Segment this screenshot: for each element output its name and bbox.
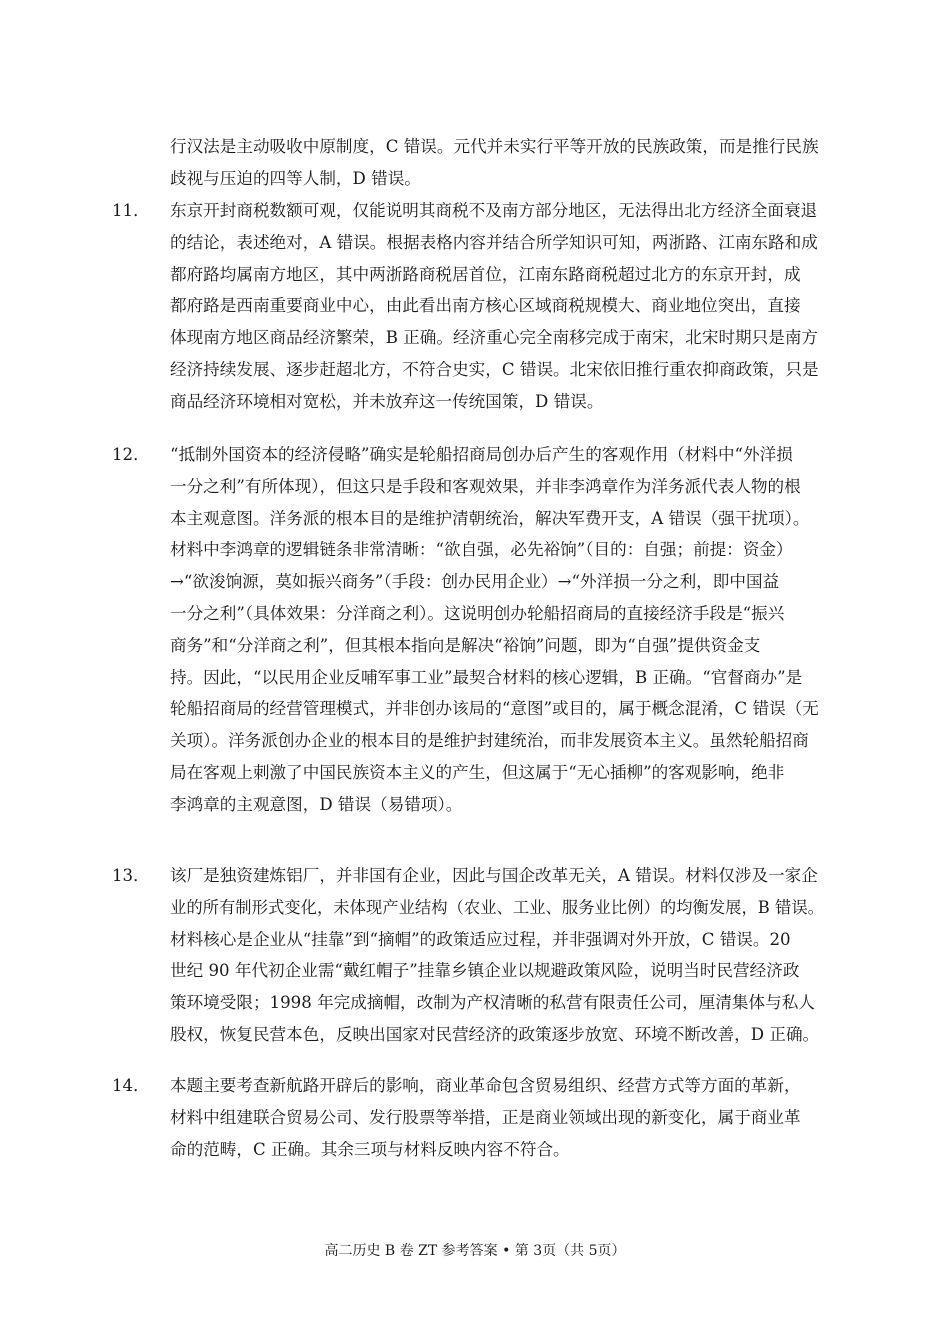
text-line: 策环境受限；1998 年完成摘帽，改制为产权清晰的私营有限责任公司，厘清集体与私人 [170, 993, 815, 1013]
text-line: 持。因此，“以民用企业反哺军事工业”最契合材料的核心逻辑，B 正确。“官督商办”是 [170, 667, 803, 687]
answer-12 [112, 439, 824, 821]
text-line: 体现南方地区商品经济繁荣，B 正确。经济重心完全南移完成于南宋，北宋时期只是南方 [170, 328, 819, 348]
text-line: 歧视与压迫的四等人制，D 错误。 [170, 168, 421, 188]
text-line: 股权，恢复民营本色，反映出国家对民营经济的政策逐步放宽、环境不断改善，D 正确。 [170, 1024, 820, 1044]
text-line: 轮船招商局的经营管理模式，并非创办该局的“意图”或目的，属于概念混淆，C 错误（无 [170, 699, 819, 719]
text-line: 材料中李鸿章的逻辑链条非常清晰：“欲自强，必先裕饷”（目的：自强；前提：资金） [170, 540, 793, 560]
text-line: 12． “抵制外国资本的经济侵略”确实是轮船招商局创办后产生的客观作用（材料中“外洋损 [112, 439, 824, 471]
text-line: 11． 东京开封商税数额可观，仅能说明其商税不及南方部分地区，无法得出北方经济全面衰退 [112, 195, 824, 227]
text-line: 一分之利”有所体现），但这只是手段和客观效果，并非李鸿章作为洋务派代表人物的根 [170, 476, 801, 496]
text-line: 都府路是西南重要商业中心，由此看出南方核心区域商税规模大、商业地位突出，直接 [170, 296, 801, 316]
text-line: 行汉法是主动吸收中原制度，C 错误。元代并未实行平等开放的民族政策，而是推行民族 [170, 137, 819, 156]
text-line: 命的范畴，C 正确。其余三项与材料反映内容不符合。 [170, 1139, 570, 1159]
answer-number: 13． [112, 866, 150, 885]
text-line: 都府路均属南方地区，其中两浙路商税居首位，江南东路商税超过北方的东京开封，成 [170, 264, 801, 284]
text-line: 商务”和“分洋商之利”，但其根本指向是解决“裕饷”问题，即为“自强”提供资金支 [170, 635, 761, 655]
page-footer: 高二历史 B 卷 ZT 参考答案 • 第 3页（共 5页） [324, 1243, 626, 1259]
text-line: 的结论，表述绝对，A 错误。根据表格内容并结合所学知识可知，两浙路、江南东路和成 [170, 232, 818, 252]
text-line: 业的所有制形式变化，未体现产业结构（农业、工业、服务业比例）的均衡发展，B 错误。 [170, 897, 824, 917]
answer-number: 14． [112, 1076, 150, 1095]
text-line: 世纪 90 年代初企业需“戴红帽子”挂靠乡镇企业以规避政策风险，说明当时民营经济政 [170, 961, 800, 981]
text-line: 14． 本题主要考查新航路开辟后的影响，商业革命包含贸易组织、经营方式等方面的革新， [112, 1070, 824, 1102]
text-line: 一分之利”（具体效果：分洋商之利）。这说明创办轮船招商局的直接经济手段是“振兴 [170, 603, 785, 623]
text-line: 局在客观上刺激了中国民族资本主义的产生，但这属于“无心插柳”的客观影响，绝非 [170, 762, 785, 782]
text-line: 13． 该厂是独资建炼铝厂，并非国有企业，因此与国企改革无关，A 错误。材料仅涉及一家企 [112, 860, 824, 892]
answer-14 [112, 1070, 824, 1165]
text-line: 经济持续发展、逐步赶超北方，不符合史实，C 错误。北宋依旧推行重农抑商政策，只是 [170, 359, 819, 379]
text-line: →“欲浚饷源，莫如振兴商务”（手段：创办民用企业）→“外洋损一分之利，即中国益 [170, 572, 780, 592]
answer-11 [112, 195, 824, 418]
text-line: 材料中组建联合贸易公司、发行股票等举措，正是商业领域出现的新变化，属于商业革 [170, 1107, 801, 1127]
answer-13 [112, 860, 824, 1051]
answer-number: 12． [112, 445, 150, 464]
text-line: 商品经济环境相对宽松，并未放弃这一传统国策，D 错误。 [170, 391, 604, 411]
text-line: 材料核心是企业从“挂靠”到“摘帽”的政策适应过程，并非强调对外开放，C 错误。20 [170, 929, 791, 949]
text-line: 本主观意图。洋务派的根本目的是维护清朝统治，解决军费开支，A 错误（强干扰项）。 [170, 508, 810, 528]
text-line: 关项）。洋务派创办企业的根本目的是维护封建统治，而非发展资本主义。虽然轮船招商 [170, 731, 809, 751]
answer-number: 11． [112, 201, 150, 220]
text-line: 李鸿章的主观意图，D 错误（易错项）。 [170, 794, 463, 814]
continuation-block [112, 131, 824, 195]
